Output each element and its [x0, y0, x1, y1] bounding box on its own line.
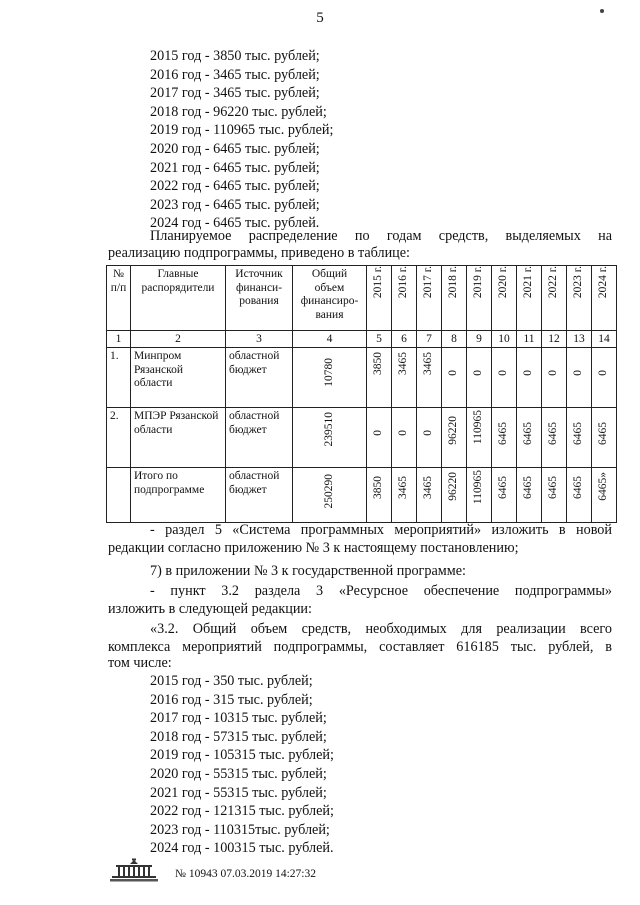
government-building-emblem-icon [108, 858, 160, 882]
row-year-value: 0 [572, 370, 585, 376]
row-source: областной бюджет [226, 468, 293, 523]
funding-year-line: 2017 год - 10315 тыс. рублей; [150, 710, 327, 727]
row-year-value: 0 [472, 370, 485, 376]
row-year-cell [417, 468, 442, 523]
funding-year-line: 2018 год - 57315 тыс. рублей; [150, 728, 327, 745]
row-year-value: 0 [547, 370, 560, 376]
row-year-cell [592, 348, 617, 408]
header-year [492, 266, 517, 331]
row-year-cell [442, 348, 467, 408]
row-year-cell [567, 468, 592, 523]
page-number: 5 [316, 10, 324, 26]
funding-years-list-1 [150, 47, 333, 233]
row-source: областной бюджет [226, 348, 293, 408]
section5-line2: редакции согласно приложению № 3 к настоящему постановлению; [108, 540, 519, 556]
funding-year-line: 2024 год - 100315 тыс. рублей. [150, 840, 334, 857]
index-cell: 9 [467, 331, 492, 348]
funding-years-list-2 [150, 672, 334, 858]
header-year-label: 2023 г. [572, 266, 585, 299]
row-year-cell [492, 348, 517, 408]
row-year-cell [467, 468, 492, 523]
row-manager: Минпром Рязанской области [131, 348, 226, 408]
row-total-value: 239510 [322, 412, 335, 447]
row-year-cell [392, 468, 417, 523]
header-year [517, 266, 542, 331]
row-year-value: 3465 [397, 352, 410, 375]
row-year-value: 0 [522, 370, 535, 376]
funding-year-line: 2021 год - 55315 тыс. рублей; [150, 784, 327, 801]
funding-year-line: 2016 год - 3465 тыс. рублей; [150, 66, 320, 83]
funding-year-line: 2022 год - 6465 тыс. рублей; [150, 178, 320, 195]
header-year-label: 2021 г. [522, 266, 535, 299]
row-year-cell [517, 468, 542, 523]
header-num: № п/п [107, 266, 131, 331]
row-year-cell [467, 408, 492, 468]
row-year-value: 0 [597, 370, 610, 376]
section5-line1: - раздел 5 «Система программных мероприятий» изложить в новой [150, 522, 612, 538]
header-total: Общий объем финансиро-вания [293, 266, 367, 331]
row-year-cell [467, 348, 492, 408]
funding-year-line: 2023 год - 110315тыс. рублей; [150, 821, 330, 838]
row-total [293, 468, 367, 523]
index-cell: 8 [442, 331, 467, 348]
index-cell: 4 [293, 331, 367, 348]
intro-paragraph-line1: Планируемое распределение по годам средств, выделяемых на [150, 228, 612, 244]
row-total [293, 348, 367, 408]
row-year-cell [417, 408, 442, 468]
funding-year-line: 2023 год - 6465 тыс. рублей; [150, 196, 320, 213]
funding-year-line: 2016 год - 315 тыс. рублей; [150, 691, 313, 708]
header-year [367, 266, 392, 331]
row-source: областной бюджет [226, 408, 293, 468]
quote-line2: комплекса мероприятий подпрограммы, составляет 616185 тыс. рублей, в [108, 639, 612, 655]
row-year-cell [517, 348, 542, 408]
header-year-label: 2015 г. [372, 266, 385, 299]
header-year-label: 2022 г. [547, 266, 560, 299]
row-manager: МПЭР Рязанской области [131, 408, 226, 468]
row-year-cell [392, 408, 417, 468]
index-cell: 10 [492, 331, 517, 348]
row-num: 2. [107, 408, 131, 468]
row-year-value: 96220 [447, 472, 460, 501]
row-year-value: 0 [372, 430, 385, 436]
index-cell: 12 [542, 331, 567, 348]
row-year-cell [517, 408, 542, 468]
row-year-value: 6465 [572, 476, 585, 499]
header-year-label: 2016 г. [397, 266, 410, 299]
header-year [467, 266, 492, 331]
scan-speck [600, 9, 604, 13]
row-year-value: 110965 [472, 410, 485, 445]
row-year-cell [367, 408, 392, 468]
row-year-value: 3850 [372, 476, 385, 499]
row-year-cell [367, 348, 392, 408]
header-year [392, 266, 417, 331]
funding-year-line: 2015 год - 3850 тыс. рублей; [150, 48, 320, 64]
item7-paragraph: 7) в приложении № 3 к государственной программе: [150, 563, 466, 579]
table-row [107, 348, 617, 408]
row-year-value: 0 [397, 430, 410, 436]
row-year-value: 0 [422, 430, 435, 436]
funding-year-line: 2024 год - 6465 тыс. рублей. [150, 215, 320, 232]
row-year-value: 0 [447, 370, 460, 376]
row-year-value: 3465 [422, 352, 435, 375]
index-cell: 5 [367, 331, 392, 348]
header-year [442, 266, 467, 331]
header-year-label: 2019 г. [472, 266, 485, 299]
row-year-value: 3850 [372, 352, 385, 375]
table-row [107, 408, 617, 468]
row-year-cell [542, 468, 567, 523]
header-year-label: 2017 г. [422, 266, 435, 299]
row-year-cell [592, 408, 617, 468]
row-year-cell [567, 408, 592, 468]
funding-year-line: 2021 год - 6465 тыс. рублей; [150, 159, 320, 176]
index-cell: 13 [567, 331, 592, 348]
quote-line3: том числе: [108, 655, 172, 671]
header-year [542, 266, 567, 331]
funding-year-line: 2018 год - 96220 тыс. рублей; [150, 103, 327, 120]
row-year-cell [392, 348, 417, 408]
header-year [592, 266, 617, 331]
row-total-value: 10780 [322, 358, 335, 387]
header-year [417, 266, 442, 331]
row-total-value: 250290 [322, 474, 335, 509]
row-year-cell [567, 348, 592, 408]
funding-year-line: 2022 год - 121315 тыс. рублей; [150, 803, 334, 820]
row-year-cell [542, 408, 567, 468]
row-year-cell [417, 348, 442, 408]
header-year [567, 266, 592, 331]
index-cell: 1 [107, 331, 131, 348]
registration-stamp: № 10943 07.03.2019 14:27:32 [175, 868, 316, 880]
funding-table [106, 265, 617, 523]
row-year-cell [592, 468, 617, 523]
row-year-cell [367, 468, 392, 523]
funding-year-line: 2020 год - 55315 тыс. рублей; [150, 765, 327, 782]
row-num: 1. [107, 348, 131, 408]
table-header-row [107, 266, 617, 331]
row-year-value: 6465» [597, 472, 610, 501]
row-year-value: 96220 [447, 416, 460, 445]
row-year-value: 3465 [397, 476, 410, 499]
table-row-total [107, 468, 617, 523]
header-year-label: 2020 г. [497, 266, 510, 299]
funding-year-line: 2020 год - 6465 тыс. рублей; [150, 140, 320, 157]
row-year-value: 6465 [597, 422, 610, 445]
row-year-value: 0 [497, 370, 510, 376]
row-year-value: 110965 [472, 470, 485, 505]
header-year-label: 2018 г. [447, 266, 460, 299]
intro-paragraph-line2: реализацию подпрограммы, приведено в таблице: [108, 245, 410, 261]
row-total [293, 408, 367, 468]
index-cell: 3 [226, 331, 293, 348]
row-year-cell [442, 408, 467, 468]
index-cell: 11 [517, 331, 542, 348]
row-year-value: 6465 [522, 476, 535, 499]
header-source: Источник финанси-рования [226, 266, 293, 331]
funding-year-line: 2015 год - 350 тыс. рублей; [150, 673, 313, 689]
index-cell: 7 [417, 331, 442, 348]
row-year-cell [442, 468, 467, 523]
row-year-value: 6465 [497, 476, 510, 499]
row-year-value: 6465 [522, 422, 535, 445]
row-num [107, 468, 131, 523]
funding-year-line: 2017 год - 3465 тыс. рублей; [150, 85, 320, 102]
header-year-label: 2024 г. [597, 266, 610, 299]
index-cell: 6 [392, 331, 417, 348]
funding-year-line: 2019 год - 110965 тыс. рублей; [150, 122, 334, 139]
row-year-cell [542, 348, 567, 408]
row-year-value: 6465 [547, 422, 560, 445]
header-managers: Главные распорядители [131, 266, 226, 331]
row-year-value: 6465 [572, 422, 585, 445]
index-cell: 2 [131, 331, 226, 348]
index-cell: 14 [592, 331, 617, 348]
funding-year-line: 2019 год - 105315 тыс. рублей; [150, 747, 334, 764]
table-index-row [107, 331, 617, 348]
row-year-value: 6465 [547, 476, 560, 499]
point32-line1: - пункт 3.2 раздела 3 «Ресурсное обеспечение подпрограммы» [150, 583, 612, 599]
row-year-cell [492, 408, 517, 468]
row-year-cell [492, 468, 517, 523]
row-year-value: 6465 [497, 422, 510, 445]
point32-line2: изложить в следующей редакции: [108, 601, 312, 617]
quote-line1: «3.2. Общий объем средств, необходимых для реализации всего [150, 621, 612, 637]
row-year-value: 3465 [422, 476, 435, 499]
row-manager: Итого по подпрограмме [131, 468, 226, 523]
